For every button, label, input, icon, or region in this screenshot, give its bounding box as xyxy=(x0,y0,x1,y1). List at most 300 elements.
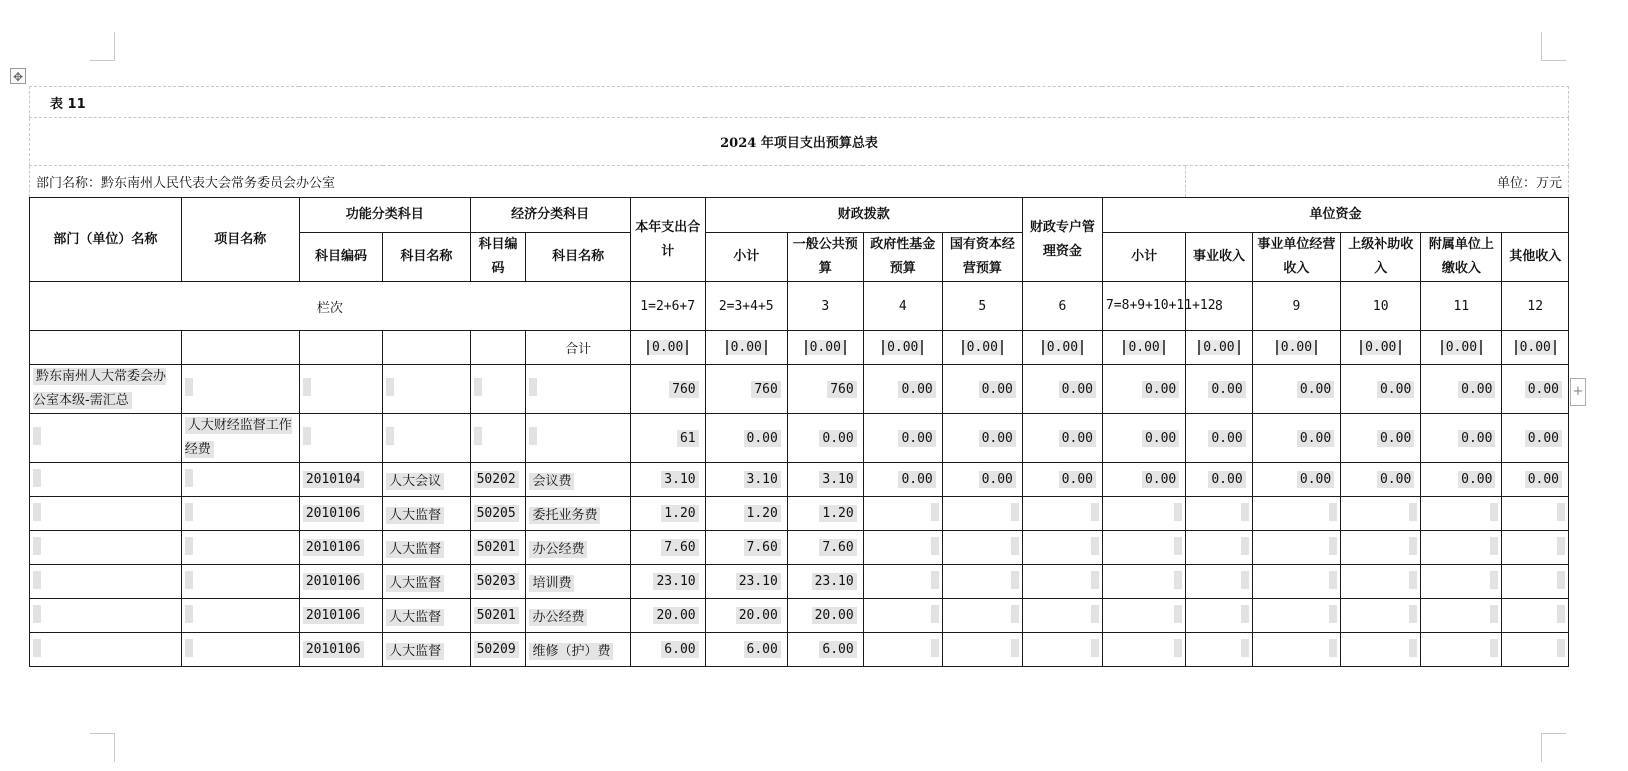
amount-cell[interactable] xyxy=(630,414,705,463)
amount-cell[interactable] xyxy=(863,463,942,497)
table-cell[interactable] xyxy=(383,414,470,463)
amount-value[interactable]: 0.00 xyxy=(898,381,935,398)
amount-cell[interactable] xyxy=(1022,414,1102,463)
amount-cell[interactable] xyxy=(787,463,863,497)
header-affiliated-income: 附属单位上缴收入 xyxy=(1421,233,1502,282)
func-code-cell[interactable] xyxy=(299,531,382,565)
table-cell[interactable] xyxy=(526,414,630,463)
amount-cell[interactable] xyxy=(705,497,787,531)
amount-value[interactable]: 0.00 xyxy=(1525,430,1562,447)
amount-value[interactable]: 61 xyxy=(677,430,699,447)
empty-field-mark xyxy=(1241,639,1249,657)
table-cell[interactable] xyxy=(1341,599,1421,633)
amount-value[interactable]: 0.00 xyxy=(1208,471,1245,488)
org-name-cell[interactable] xyxy=(30,365,182,414)
amount-value[interactable]: 0.00 xyxy=(1059,471,1096,488)
econ-code-cell[interactable] xyxy=(470,463,526,497)
column-index-cell: 5 xyxy=(942,282,1022,331)
amount-value[interactable]: 20.00 xyxy=(736,607,781,624)
econ-code[interactable]: 50205 xyxy=(474,505,519,522)
amount-cell[interactable] xyxy=(942,463,1022,497)
amount-cell[interactable] xyxy=(787,365,863,414)
empty-field-mark xyxy=(1329,605,1337,623)
amount-value[interactable]: 23.10 xyxy=(812,573,857,590)
amount-cell[interactable] xyxy=(1186,463,1252,497)
detail-row xyxy=(30,633,1569,667)
table-cell[interactable] xyxy=(1022,599,1102,633)
table-cell[interactable] xyxy=(383,331,470,365)
func-name-cell[interactable] xyxy=(383,531,470,565)
table-cell[interactable] xyxy=(30,599,182,633)
amount-value[interactable]: 0.00 xyxy=(1458,430,1495,447)
table-cell[interactable] xyxy=(1022,531,1102,565)
table-cell[interactable] xyxy=(181,463,299,497)
amount-value[interactable]: 0.00 xyxy=(1297,381,1334,398)
org-row xyxy=(30,365,1569,414)
amount-value[interactable]: 0.00 xyxy=(819,430,856,447)
table-cell[interactable] xyxy=(30,633,182,667)
amount-value[interactable]: 0.00 xyxy=(1059,381,1096,398)
func-name-cell[interactable] xyxy=(383,463,470,497)
header-econ-class: 经济分类科目 xyxy=(470,198,630,233)
empty-field-mark xyxy=(1011,571,1019,589)
empty-field-mark xyxy=(1557,605,1565,623)
amount-cell[interactable] xyxy=(1341,365,1421,414)
dept-row xyxy=(30,166,1569,198)
table-cell[interactable] xyxy=(863,497,942,531)
table-cell[interactable] xyxy=(299,414,382,463)
table-cell[interactable] xyxy=(181,565,299,599)
empty-field-mark xyxy=(931,605,939,623)
table-cell[interactable] xyxy=(1502,565,1569,599)
amount-cell[interactable] xyxy=(1421,463,1502,497)
amount-cell[interactable] xyxy=(1022,365,1102,414)
total-field[interactable] xyxy=(1186,331,1252,365)
empty-field-mark xyxy=(1091,639,1099,657)
amount-value[interactable]: 0.00 xyxy=(1297,471,1334,488)
amount-cell[interactable] xyxy=(787,497,863,531)
table-cell[interactable] xyxy=(1421,633,1502,667)
amount-value[interactable]: 0.00 xyxy=(1525,471,1562,488)
empty-field-mark xyxy=(185,537,193,555)
amount-cell[interactable] xyxy=(863,414,942,463)
total-value[interactable]: 0.00 xyxy=(1276,340,1317,355)
econ-code[interactable]: 50201 xyxy=(474,539,519,556)
econ-code-cell[interactable] xyxy=(470,599,526,633)
empty-field-mark xyxy=(474,427,482,445)
amount-value[interactable]: 0.00 xyxy=(979,430,1016,447)
econ-name-cell[interactable] xyxy=(526,497,630,531)
amount-cell[interactable] xyxy=(1341,414,1421,463)
header-econ-code: 科目编码 xyxy=(470,233,526,282)
table-cell[interactable] xyxy=(1502,531,1569,565)
econ-name[interactable]: 办公经费 xyxy=(529,609,587,626)
amount-cell[interactable] xyxy=(1022,463,1102,497)
total-value[interactable]: 0.00 xyxy=(962,340,1003,355)
amount-cell[interactable] xyxy=(630,599,705,633)
amount-cell[interactable] xyxy=(1502,414,1569,463)
total-field[interactable] xyxy=(863,331,942,365)
amount-value[interactable]: 3.10 xyxy=(744,471,781,488)
amount-cell[interactable] xyxy=(787,565,863,599)
total-field[interactable] xyxy=(1102,331,1185,365)
table-cell[interactable] xyxy=(299,365,382,414)
table-cell[interactable] xyxy=(383,365,470,414)
econ-name[interactable]: 培训费 xyxy=(529,575,574,592)
total-field[interactable] xyxy=(1252,331,1341,365)
project-name-cell[interactable] xyxy=(181,414,299,463)
total-field[interactable] xyxy=(705,331,787,365)
func-code-cell[interactable] xyxy=(299,565,382,599)
empty-field-mark xyxy=(1557,503,1565,521)
table-cell[interactable] xyxy=(1186,497,1252,531)
amount-value[interactable]: 3.10 xyxy=(819,471,856,488)
table-cell[interactable] xyxy=(30,463,182,497)
table-cell[interactable] xyxy=(1252,531,1341,565)
func-code[interactable]: 2010106 xyxy=(303,607,364,624)
table-cell[interactable] xyxy=(1102,497,1185,531)
amount-value[interactable]: 6.00 xyxy=(819,641,856,658)
header-other-income: 其他收入 xyxy=(1502,233,1569,282)
table-cell[interactable] xyxy=(1421,599,1502,633)
table-cell[interactable] xyxy=(942,497,1022,531)
func-code[interactable]: 2010106 xyxy=(303,505,364,522)
amount-value[interactable]: 6.00 xyxy=(744,641,781,658)
table-cell[interactable] xyxy=(30,331,182,365)
amount-value[interactable]: 23.10 xyxy=(653,573,698,590)
func-code[interactable]: 2010106 xyxy=(303,573,364,590)
func-code-cell[interactable] xyxy=(299,497,382,531)
total-value[interactable]: 0.00 xyxy=(1515,340,1556,355)
total-value[interactable]: 0.00 xyxy=(1042,340,1083,355)
table-cell[interactable] xyxy=(181,365,299,414)
amount-cell[interactable] xyxy=(705,463,787,497)
table-cell[interactable] xyxy=(1341,565,1421,599)
empty-field-mark xyxy=(529,378,537,396)
column-index-cell: 2=3+4+5 xyxy=(705,282,787,331)
amount-value[interactable]: 1.20 xyxy=(661,505,698,522)
column-index-cell: 6 xyxy=(1022,282,1102,331)
amount-value[interactable]: 0.00 xyxy=(1377,381,1414,398)
detail-row xyxy=(30,497,1569,531)
total-value[interactable]: 0.00 xyxy=(1360,340,1401,355)
amount-value[interactable]: 1.20 xyxy=(744,505,781,522)
amount-value[interactable]: 7.60 xyxy=(661,539,698,556)
table-cell[interactable] xyxy=(1252,497,1341,531)
func-code[interactable]: 2010106 xyxy=(303,539,364,556)
total-field[interactable] xyxy=(1421,331,1502,365)
amount-value[interactable]: 7.60 xyxy=(819,539,856,556)
column-index-cell: 9 xyxy=(1252,282,1341,331)
amount-cell[interactable] xyxy=(705,599,787,633)
func-code-cell[interactable] xyxy=(299,633,382,667)
table-cell[interactable] xyxy=(1102,565,1185,599)
func-name-cell[interactable] xyxy=(383,497,470,531)
econ-name[interactable]: 会议费 xyxy=(529,473,574,490)
table-cell[interactable] xyxy=(863,565,942,599)
project-name[interactable]: 人大财经监督工作经费 xyxy=(184,418,292,457)
amount-value[interactable]: 20.00 xyxy=(653,607,698,624)
amount-value[interactable]: 760 xyxy=(751,381,780,398)
amount-cell[interactable] xyxy=(705,531,787,565)
column-index-label: 栏次 xyxy=(30,282,631,331)
table-cell[interactable] xyxy=(1341,497,1421,531)
amount-cell[interactable] xyxy=(787,414,863,463)
table-cell[interactable] xyxy=(1186,633,1252,667)
econ-code[interactable]: 50203 xyxy=(474,573,519,590)
empty-field-mark xyxy=(1557,639,1565,657)
table-cell[interactable] xyxy=(1252,633,1341,667)
econ-code[interactable]: 50209 xyxy=(474,641,519,658)
table-cell[interactable] xyxy=(1341,531,1421,565)
amount-cell[interactable] xyxy=(787,599,863,633)
amount-value[interactable]: 0.00 xyxy=(1458,471,1495,488)
table-cell[interactable] xyxy=(863,531,942,565)
table-cell[interactable] xyxy=(1502,599,1569,633)
econ-name-cell[interactable] xyxy=(526,565,630,599)
table-cell[interactable] xyxy=(942,531,1022,565)
amount-value[interactable]: 0.00 xyxy=(1297,430,1334,447)
econ-code-cell[interactable] xyxy=(470,633,526,667)
total-value[interactable]: 0.00 xyxy=(647,340,688,355)
table-move-icon[interactable]: ✥ xyxy=(10,68,26,84)
amount-cell[interactable] xyxy=(942,414,1022,463)
amount-cell[interactable] xyxy=(1502,365,1569,414)
table-cell[interactable] xyxy=(1186,599,1252,633)
amount-cell[interactable] xyxy=(705,365,787,414)
table-cell[interactable] xyxy=(181,633,299,667)
amount-value[interactable]: 0.00 xyxy=(1059,430,1096,447)
amount-cell[interactable] xyxy=(630,365,705,414)
table-cell[interactable] xyxy=(1186,531,1252,565)
table-cell[interactable] xyxy=(299,331,382,365)
amount-value[interactable]: 0.00 xyxy=(1142,471,1179,488)
econ-name[interactable]: 办公经费 xyxy=(529,541,587,558)
econ-code-cell[interactable] xyxy=(470,497,526,531)
amount-cell[interactable] xyxy=(630,497,705,531)
func-code-cell[interactable] xyxy=(299,599,382,633)
amount-cell[interactable] xyxy=(1252,463,1341,497)
header-state-capital: 国有资本经营预算 xyxy=(942,233,1022,282)
amount-cell[interactable] xyxy=(705,414,787,463)
amount-cell[interactable] xyxy=(1252,365,1341,414)
amount-cell[interactable] xyxy=(787,633,863,667)
func-name-cell[interactable] xyxy=(383,633,470,667)
amount-value[interactable]: 0.00 xyxy=(1208,430,1245,447)
amount-value[interactable]: 20.00 xyxy=(812,607,857,624)
page-corner-mark-bottom-left xyxy=(90,733,115,762)
econ-code-cell[interactable] xyxy=(470,565,526,599)
amount-value[interactable]: 0.00 xyxy=(1208,381,1245,398)
amount-value[interactable]: 0.00 xyxy=(1458,381,1495,398)
func-name[interactable]: 人大监督 xyxy=(386,643,444,660)
amount-cell[interactable] xyxy=(1186,365,1252,414)
amount-value[interactable]: 760 xyxy=(827,381,856,398)
column-index-cell: 3 xyxy=(787,282,863,331)
amount-cell[interactable] xyxy=(942,365,1022,414)
amount-value[interactable]: 0.00 xyxy=(744,430,781,447)
table-cell[interactable] xyxy=(1252,565,1341,599)
table-cell[interactable] xyxy=(1502,633,1569,667)
table-cell[interactable] xyxy=(1341,633,1421,667)
func-name[interactable]: 人大会议 xyxy=(386,473,444,490)
table-cell[interactable] xyxy=(942,599,1022,633)
table-cell[interactable] xyxy=(1022,633,1102,667)
amount-cell[interactable] xyxy=(705,565,787,599)
total-field[interactable] xyxy=(1502,331,1569,365)
table-cell[interactable] xyxy=(470,365,526,414)
empty-field-mark xyxy=(1409,571,1417,589)
total-field[interactable] xyxy=(942,331,1022,365)
empty-field-mark xyxy=(1174,503,1182,521)
table-cell[interactable] xyxy=(181,599,299,633)
amount-value[interactable]: 23.10 xyxy=(736,573,781,590)
table-cell[interactable] xyxy=(181,497,299,531)
amount-cell[interactable] xyxy=(1252,414,1341,463)
func-code[interactable]: 2010104 xyxy=(303,471,364,488)
amount-cell[interactable] xyxy=(1102,414,1185,463)
econ-name-cell[interactable] xyxy=(526,633,630,667)
empty-field-mark xyxy=(1490,571,1498,589)
table-cell[interactable] xyxy=(1421,565,1502,599)
total-value[interactable]: 0.00 xyxy=(1198,340,1239,355)
amount-cell[interactable] xyxy=(1102,365,1185,414)
table-cell[interactable] xyxy=(1421,531,1502,565)
table-cell[interactable] xyxy=(1022,565,1102,599)
table-cell[interactable] xyxy=(470,331,526,365)
table-cell[interactable] xyxy=(181,331,299,365)
amount-value[interactable]: 0.00 xyxy=(1525,381,1562,398)
table-cell[interactable] xyxy=(30,497,182,531)
amount-value[interactable]: 7.60 xyxy=(744,539,781,556)
amount-value[interactable]: 0.00 xyxy=(898,471,935,488)
amount-cell[interactable] xyxy=(863,365,942,414)
empty-field-mark xyxy=(1329,537,1337,555)
amount-cell[interactable] xyxy=(1341,463,1421,497)
amount-value[interactable]: 1.20 xyxy=(819,505,856,522)
table-cell[interactable] xyxy=(30,414,182,463)
table-cell[interactable] xyxy=(1102,531,1185,565)
amount-cell[interactable] xyxy=(787,531,863,565)
table-cell[interactable] xyxy=(470,414,526,463)
header-special-fund: 财政专户管理资金 xyxy=(1022,198,1102,282)
total-field[interactable] xyxy=(630,331,705,365)
amount-cell[interactable] xyxy=(630,531,705,565)
func-code-cell[interactable] xyxy=(299,463,382,497)
func-name-cell[interactable] xyxy=(383,565,470,599)
header-general-budget: 一般公共预算 xyxy=(787,233,863,282)
amount-cell[interactable] xyxy=(630,565,705,599)
amount-cell[interactable] xyxy=(630,633,705,667)
table-cell[interactable] xyxy=(1421,497,1502,531)
econ-name-cell[interactable] xyxy=(526,531,630,565)
total-field[interactable] xyxy=(1341,331,1421,365)
total-value[interactable]: 0.00 xyxy=(1441,340,1482,355)
total-value[interactable]: 0.00 xyxy=(882,340,923,355)
empty-field-mark xyxy=(931,571,939,589)
amount-cell[interactable] xyxy=(1502,463,1569,497)
econ-code-cell[interactable] xyxy=(470,531,526,565)
amount-value[interactable]: 0.00 xyxy=(1377,430,1414,447)
table-cell[interactable] xyxy=(942,565,1022,599)
amount-value[interactable]: 0.00 xyxy=(898,430,935,447)
header-func-name: 科目名称 xyxy=(383,233,470,282)
empty-field-mark xyxy=(185,571,193,589)
econ-name-cell[interactable] xyxy=(526,599,630,633)
table-cell[interactable] xyxy=(1102,599,1185,633)
amount-cell[interactable] xyxy=(1421,414,1502,463)
header-business-op-income: 事业单位经营收入 xyxy=(1252,233,1341,282)
amount-cell[interactable] xyxy=(1186,414,1252,463)
table-cell[interactable] xyxy=(1102,633,1185,667)
total-field[interactable] xyxy=(787,331,863,365)
add-row-plus-icon[interactable]: + xyxy=(1570,378,1586,406)
econ-name-cell[interactable] xyxy=(526,463,630,497)
table-cell[interactable] xyxy=(1022,497,1102,531)
total-value[interactable]: 0.00 xyxy=(726,340,767,355)
amount-value[interactable]: 0.00 xyxy=(1142,381,1179,398)
amount-cell[interactable] xyxy=(1102,463,1185,497)
table-cell[interactable] xyxy=(863,599,942,633)
amount-cell[interactable] xyxy=(630,463,705,497)
total-field[interactable] xyxy=(1022,331,1102,365)
amount-value[interactable]: 3.10 xyxy=(661,471,698,488)
amount-cell[interactable] xyxy=(1421,365,1502,414)
amount-value[interactable]: 6.00 xyxy=(661,641,698,658)
table-cell[interactable] xyxy=(863,633,942,667)
econ-code[interactable]: 50201 xyxy=(474,607,519,624)
amount-value[interactable]: 0.00 xyxy=(979,381,1016,398)
header-year-total: 本年支出合计 xyxy=(630,198,705,282)
total-value[interactable]: 0.00 xyxy=(805,340,846,355)
func-code[interactable]: 2010106 xyxy=(303,641,364,658)
table-cell[interactable] xyxy=(181,531,299,565)
header-fiscal: 财政拨款 xyxy=(705,198,1022,233)
amount-value[interactable]: 0.00 xyxy=(1142,430,1179,447)
amount-cell[interactable] xyxy=(705,633,787,667)
func-name-cell[interactable] xyxy=(383,599,470,633)
empty-field-mark xyxy=(1091,605,1099,623)
table-cell[interactable] xyxy=(942,633,1022,667)
empty-field-mark xyxy=(1241,537,1249,555)
amount-value[interactable]: 760 xyxy=(669,381,698,398)
func-name[interactable]: 人大监督 xyxy=(386,575,444,592)
header-econ-name: 科目名称 xyxy=(526,233,630,282)
empty-field-mark xyxy=(1011,605,1019,623)
econ-name[interactable]: 委托业务费 xyxy=(529,507,600,524)
table-cell[interactable] xyxy=(1186,565,1252,599)
econ-name[interactable]: 维修（护）费 xyxy=(529,643,613,660)
func-name[interactable]: 人大监督 xyxy=(386,541,444,558)
table-cell[interactable] xyxy=(1252,599,1341,633)
func-name[interactable]: 人大监督 xyxy=(386,609,444,626)
page-corner-mark-top-right xyxy=(1541,32,1566,61)
table-cell[interactable] xyxy=(30,565,182,599)
empty-field-mark xyxy=(1490,503,1498,521)
amount-value[interactable]: 0.00 xyxy=(1377,471,1414,488)
table-cell[interactable] xyxy=(1502,497,1569,531)
func-name[interactable]: 人大监督 xyxy=(386,507,444,524)
unit-label: 单位：万元 xyxy=(1186,166,1569,198)
column-index-row xyxy=(30,282,1569,331)
table-cell[interactable] xyxy=(30,531,182,565)
org-name[interactable]: 黔东南州人大常委会办公室本级-需汇总 xyxy=(33,369,167,408)
amount-value[interactable]: 0.00 xyxy=(979,471,1016,488)
table-cell[interactable] xyxy=(526,365,630,414)
empty-field-mark xyxy=(1490,605,1498,623)
econ-code[interactable]: 50202 xyxy=(474,471,519,488)
total-value[interactable]: 0.00 xyxy=(1123,340,1164,355)
